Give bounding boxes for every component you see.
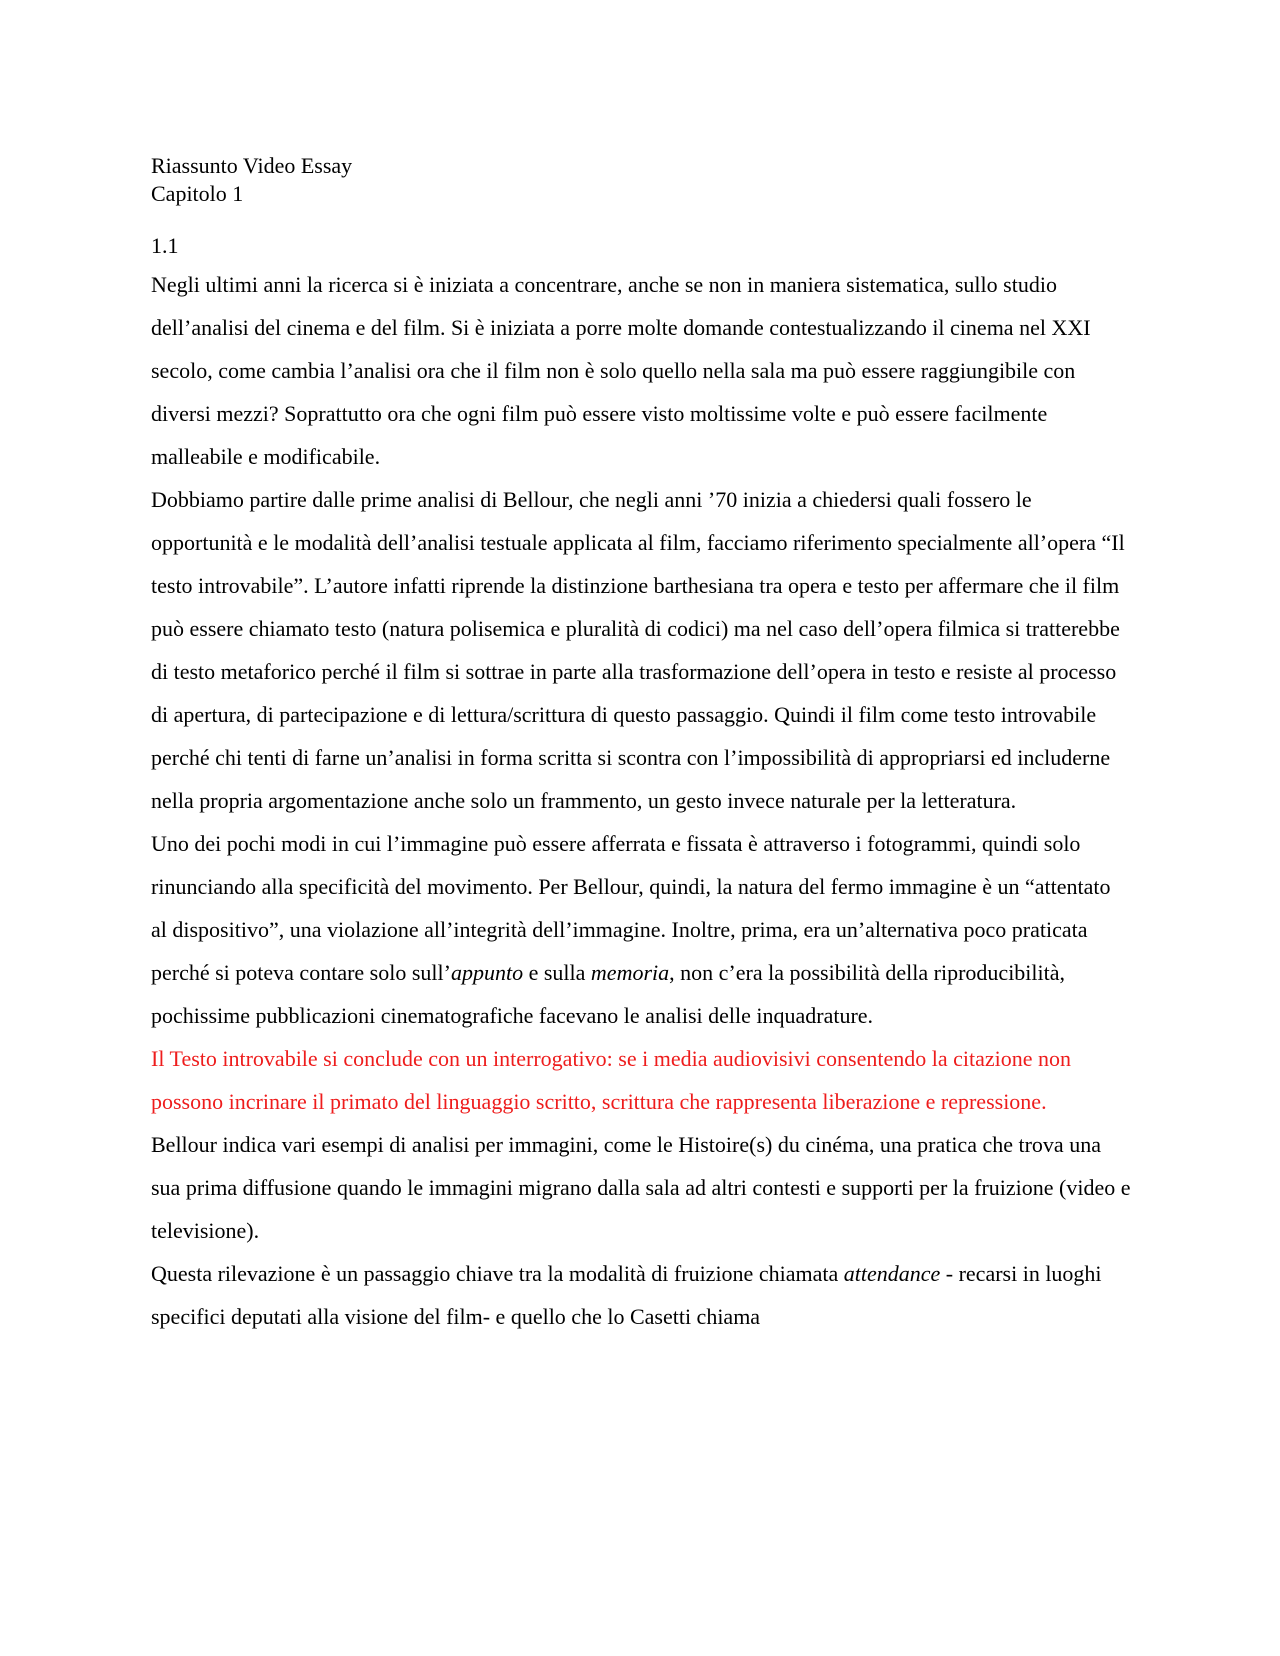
paragraph-bellour: Dobbiamo partire dalle prime analisi di Bellour, che negli anni ’70 inizia a chiedersi quali fossero le opportunità e le modalità dell’analisi testuale applicata al film, facciamo riferimento specialmente all’opera “Il testo introvabile”. L’autore infatti riprende la distinzione barthesiana tra opera e testo per affermare che il film può essere chiamato testo (natura polisemica e pluralità di codici) ma nel caso dell’opera filmica si tratterebbe di testo metaforico perché il film si sottrae in parte alla trasformazione dell’opera in testo e resiste al processo di apertura, di partecipazione e di lettura/scrittura di questo passaggio. Quindi il film come testo introvabile perché chi tenti di farne un’analisi in forma scritta si scontra con l’impossibilità di appropriarsi ed includerne nella propria argomentazione anche solo un frammento, un gesto invece naturale per la letteratura.	[151, 487, 1125, 813]
paragraph-histoires: Bellour indica vari esempi di analisi per immagini, come le Histoire(s) du cinéma, una pratica che trova una sua prima diffusione quando le immagini migrano dalla sala ad altri contesti e supporti per la fruizione (video e televisione).	[151, 1132, 1131, 1243]
paragraph-highlighted-red: Il Testo introvabile si conclude con un interrogativo: se i media audiovisivi consentendo la citazione non possono incrinare il primato del linguaggio scritto, scrittura che rappresenta liberazione e repressione.	[151, 1046, 1071, 1114]
paragraph-fotogrammi-text-2: e sulla	[523, 960, 591, 985]
emphasis-memoria: memoria	[590, 960, 670, 985]
emphasis-appunto: appunto	[450, 960, 524, 985]
paragraph-fotogrammi	[151, 822, 1131, 1037]
paragraph-fotogrammi-text-3: , non c’era la possibilità della riproducibilità, pochissime pubblicazioni cinematografiche facevano le analisi delle inquadrature.	[151, 960, 1066, 1028]
document-page	[151, 152, 1131, 1338]
document-body	[151, 263, 1131, 1338]
section-number: 1.1	[151, 233, 179, 258]
paragraph-intro: Negli ultimi anni la ricerca si è iniziata a concentrare, anche se non in maniera sistematica, sullo studio dell’analisi del cinema e del film. Si è iniziata a porre molte domande contestualizzando il cinema nel XXI secolo, come cambia l’analisi ora che il film non è solo quello nella sala ma può essere raggiungibile con diversi mezzi? Soprattutto ora che ogni film può essere visto moltissime volte e può essere facilmente malleabile e modificabile.	[151, 272, 1091, 469]
document-title: Riassunto Video Essay	[151, 153, 353, 178]
emphasis-attendance: attendance	[843, 1261, 941, 1286]
paragraph-fotogrammi-text-1: Uno dei pochi modi in cui l’immagine può essere afferrata e fissata è attraverso i fotogrammi, quindi solo rinunciando alla specificità del movimento. Per Bellour, quindi, la natura del fermo immagine è un “attentato al dispositivo”, una violazione all’integrità dell’immagine. Inoltre, prima, era un’alternativa poco praticata perché si poteva contare solo sull’	[151, 831, 1111, 985]
paragraph-attendance-text-2: - recarsi in luoghi specifici deputati alla visione del film- e quello che lo Casetti chiama	[151, 1261, 1102, 1329]
paragraph-attendance-text-1: Questa rilevazione è un passaggio chiave tra la modalità di fruizione chiamata	[151, 1261, 844, 1286]
paragraph-attendance	[151, 1252, 1131, 1338]
chapter-heading: Capitolo 1	[151, 181, 244, 206]
